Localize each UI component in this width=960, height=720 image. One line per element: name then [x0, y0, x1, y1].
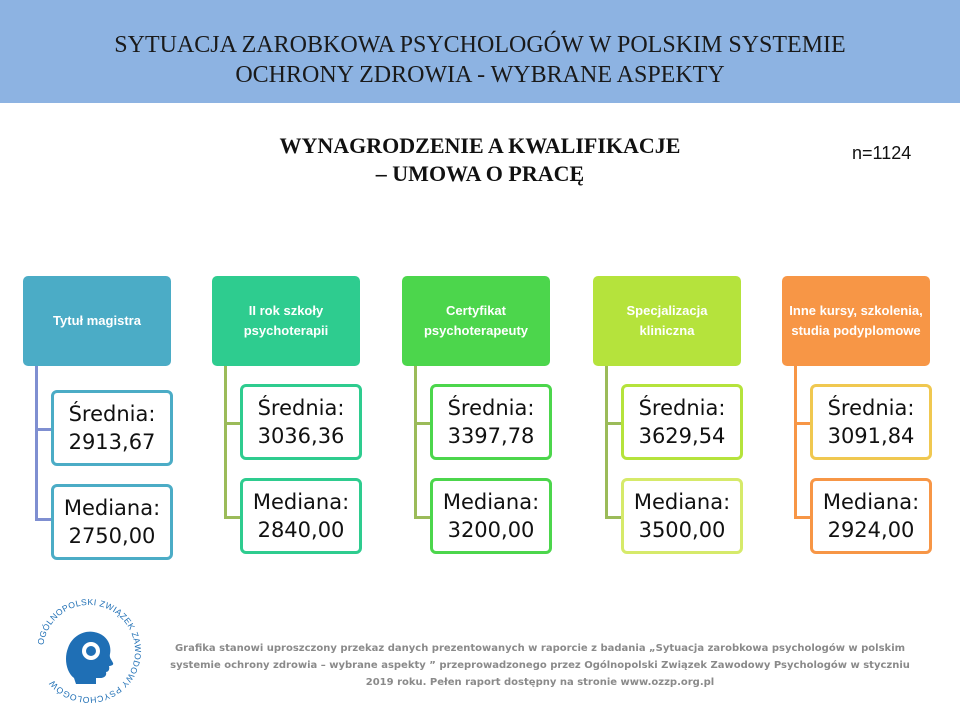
section-subtitle	[180, 132, 780, 188]
qualification-column-magister	[23, 276, 183, 576]
mean-label: Średnia:	[447, 396, 535, 420]
median-box	[810, 478, 932, 554]
median-value: 3500,00	[638, 518, 726, 542]
title-banner	[0, 0, 960, 103]
qualification-column-clinical-specialization	[593, 276, 753, 576]
section-subtitle-line-2: – UMOWA O PRACĘ	[375, 161, 585, 186]
median-label: Mediana:	[252, 490, 350, 514]
median-box	[430, 478, 552, 554]
connector-line	[605, 366, 608, 518]
connector-line	[414, 366, 417, 518]
page-title-line-1: SYTUACJA ZAROBKOWA PSYCHOLOGÓW W POLSKIM SYSTEMIE	[114, 32, 846, 58]
mean-value: 2913,67	[68, 430, 156, 454]
qualification-header: II rok szkoły psychoterapii	[212, 276, 360, 366]
median-value: 2840,00	[257, 518, 345, 542]
ozzp-logo-icon	[30, 592, 148, 710]
mean-label: Średnia:	[638, 396, 726, 420]
median-box	[621, 478, 743, 554]
ozzp-logo	[30, 592, 148, 710]
mean-label: Średnia:	[257, 396, 345, 420]
median-value: 3200,00	[447, 518, 535, 542]
median-value: 2924,00	[827, 518, 915, 542]
page-title-line-2: OCHRONY ZDROWIA - WYBRANE ASPEKTY	[235, 62, 725, 88]
median-label: Mediana:	[63, 496, 161, 520]
qualification-column-other-courses	[782, 276, 942, 576]
mean-box	[51, 390, 173, 466]
qualification-header: Inne kursy, szkolenia, studia podyplomowe	[782, 276, 930, 366]
mean-label: Średnia:	[68, 402, 156, 426]
mean-value: 3091,84	[827, 424, 915, 448]
footer-note-line-3: 2019 roku. Pełen raport dostępny na stronie www.ozzp.org.pl	[365, 677, 715, 688]
mean-value: 3397,78	[447, 424, 535, 448]
footer-note	[165, 640, 915, 691]
footer-note-line-1: Grafika stanowi uproszczony przekaz danych prezentowanych w raporcie z badania „Sytuacja zarobkowa psychologów w polskim	[174, 643, 906, 654]
mean-box	[430, 384, 552, 460]
mean-value: 3036,36	[257, 424, 345, 448]
section-subtitle-line-1: WYNAGRODZENIE A KWALIFIKACJE	[279, 133, 681, 158]
median-box	[51, 484, 173, 560]
footer-note-line-2: systemie ochrony zdrowia – wybrane aspekty ” przeprowadzonego przez Ogólnopolski Związek Zawodowy Psychologów w styczniu	[170, 660, 910, 671]
page-title	[40, 30, 920, 90]
mean-box	[621, 384, 743, 460]
median-box	[240, 478, 362, 554]
median-label: Mediana:	[822, 490, 920, 514]
sample-size-label: n=1124	[852, 143, 912, 163]
connector-line	[35, 366, 38, 518]
qualification-header: Certyfikat psychoterapeuty	[402, 276, 550, 366]
median-value: 2750,00	[68, 524, 156, 548]
connector-line	[794, 366, 797, 518]
median-label: Mediana:	[442, 490, 540, 514]
qualification-column-psychotherapy-school	[212, 276, 372, 576]
mean-box	[810, 384, 932, 460]
connector-line	[224, 366, 227, 518]
mean-value: 3629,54	[638, 424, 726, 448]
mean-box	[240, 384, 362, 460]
logo-ring-text: OGÓLNOPOLSKI ZWIĄZEK ZAWODOWY PSYCHOLOGÓW	[35, 596, 144, 706]
qualification-header: Specjalizacja kliniczna	[593, 276, 741, 366]
mean-label: Średnia:	[827, 396, 915, 420]
qualification-header: Tytuł magistra	[23, 276, 171, 366]
qualification-column-psychotherapist-certificate	[402, 276, 562, 576]
median-label: Mediana:	[633, 490, 731, 514]
